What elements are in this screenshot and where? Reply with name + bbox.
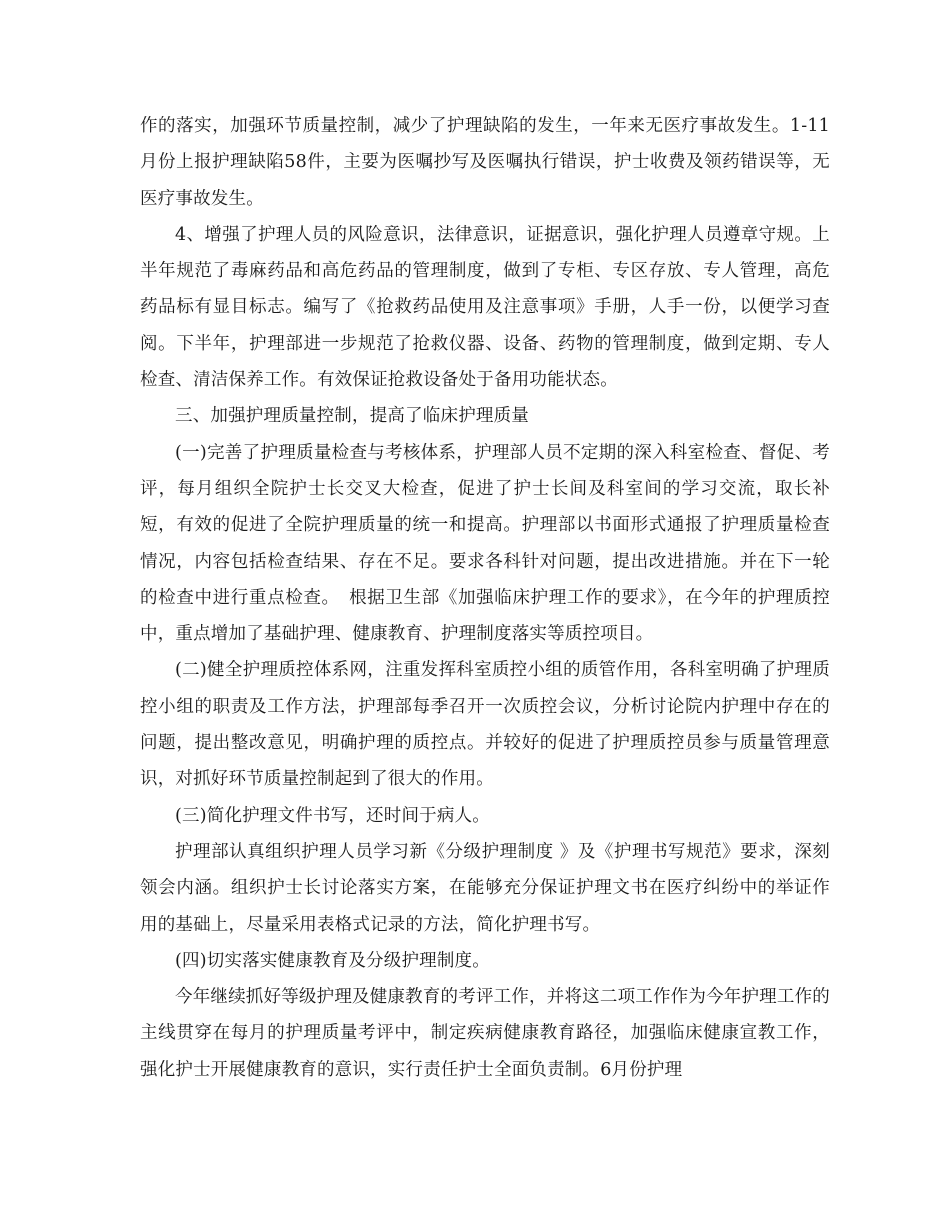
paragraph-inspection-system: (一)完善了护理质量检查与考核体系，护理部人员不定期的深入科室检查、督促、考评，每月组织全院护士长交叉大检查，促进了护士长间及科室间的学习交流，取长补短，有效的促进了全院护理质量的统一和提高。护理部以书面形式通报了护理质量检查情况，内容包括检查结果、存在不足。要求各科针对问题，提出改进措施。并在下一轮的检查中进行重点检查。 根据卫生部《加强临床护理工作的要求》，在今年的护理质控中，重点增加了基础护理、健康教育、护理制度落实等质控项目。	[140, 442, 830, 645]
paragraph-qc-network: (二)健全护理质控体系网，注重发挥科室质控小组的质管作用，各科室明确了护理质控小组的职责及工作方法，护理部每季召开一次质控会议，分析讨论院内护理中存在的问题，提出整改意见，明确护理的质控点。并较好的促进了护理质控员参与质量管理意识，对抓好环节质量控制起到了很大的作用。	[140, 660, 830, 790]
subheading-health-education: (四)切实落实健康教育及分级护理制度。	[175, 950, 490, 971]
paragraph-health-education: 今年继续抓好等级护理及健康教育的考评工作，并将这二项工作作为今年护理工作的主线贯穿在每月的护理质量考评中，制定疾病健康教育路径，加强临床健康宣教工作，强化护士开展健康教育的意识，实行责任护士全面负责制。6月份护理	[140, 987, 830, 1080]
paragraph-risk-awareness: 4、增强了护理人员的风险意识，法律意识，证据意识，强化护理人员遵章守规。上半年规范了毒麻药品和高危药品的管理制度，做到了专柜、专区存放、专人管理，高危药品标有显目标志。编写了《抢救药品使用及注意事项》手册，人手一份，以便学习查阅。下半年，护理部进一步规范了抢救仪器、设备、药物的管理制度，做到定期、专人检查、清洁保养工作。有效保证抢救设备处于备用功能状态。	[140, 224, 830, 391]
section-heading-quality-control: 三、加强护理质量控制，提高了临床护理质量	[175, 406, 529, 427]
paragraph-documentation-rules: 护理部认真组织护理人员学习新《分级护理制度 》及《护理书写规范》要求，深刻领会内涵。组织护士长讨论落实方案，在能够充分保证护理文书在医疗纠纷中的举证作用的基础上，尽量采用表格式记录的方法，简化护理书写。	[140, 841, 830, 935]
subheading-simplify-documents: (三)简化护理文件书写，还时间于病人。	[175, 805, 490, 826]
document-body	[140, 108, 830, 1088]
paragraph-continuation: 作的落实，加强环节质量控制，减少了护理缺陷的发生，一年来无医疗事故发生。1-11月份上报护理缺陷58件，主要为医嘱抄写及医嘱执行错误，护士收费及领药错误等，无医疗事故发生。	[140, 116, 830, 209]
